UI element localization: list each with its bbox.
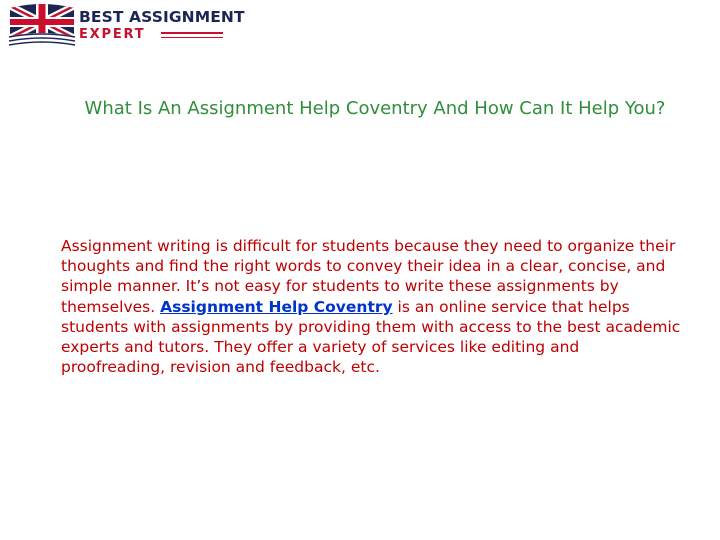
paragraph-text-start: Assignment writing is difficult for students because they need to organize their thoughts and find the right words to convey their idea in a clear, concise, and simple manner. It’s not easy for students to write these assignments by themselves. [61,237,676,316]
assignment-help-coventry-link[interactable]: Assignment Help Coventry [160,297,393,316]
paragraph-text-end: is an online service that helps students with assignments by providing them with access to the best academic experts and tutors. They offer a variety of services like editing and proofreading, revision and feedback, etc. [61,297,681,377]
brand-name: BEST ASSIGNMENT [79,8,245,26]
brand-logo [6,4,256,50]
uk-flag-book-icon [6,4,78,48]
page-title: What Is An Assignment Help Coventry And How Can It Help You? [84,98,666,119]
brand-tagline: EXPERT [79,27,146,42]
brand-lines [161,32,223,41]
article-paragraph [61,236,681,377]
